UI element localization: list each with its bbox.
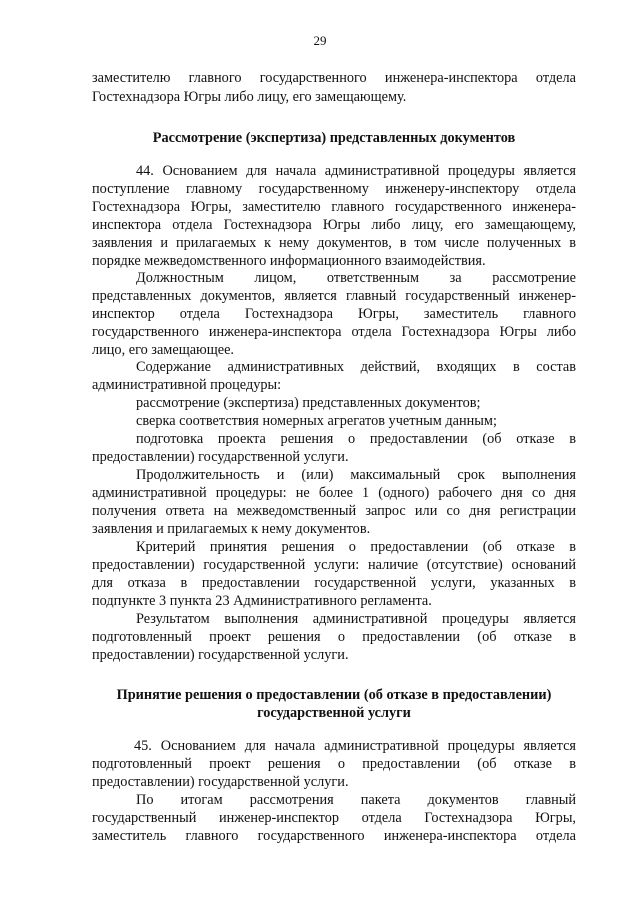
paragraph-line: По итогам рассмотрения пакета документов главный [136, 792, 576, 808]
paragraph-line: Продолжительность и (или) максимальный срок выполнения [136, 467, 576, 483]
paragraph-line: заявления и прилагаемых к нему документов. [92, 521, 371, 537]
paragraph-line: поступление главному государственному инженеру-инспектору отдела [92, 181, 576, 197]
paragraph-line: для отказа в предоставлении государственной услуги, указанных в [92, 575, 576, 591]
paragraph-line: Содержание административных действий, входящих в состав [136, 359, 576, 375]
paragraph-line: получения ответа на межведомственный запрос или со дня регистрации [92, 503, 576, 519]
paragraph-line: государственного инженера-инспектора отдела Гостехнадзора Югры либо [92, 324, 576, 340]
paragraph-line: предоставлении) государственной услуги. [92, 647, 349, 663]
list-item: сверка соответствия номерных агрегатов учетным данным; [136, 413, 497, 429]
paragraph-line: предоставлении) государственной услуги. [92, 449, 349, 465]
paragraph-line: государственный инженер-инспектор отдела Гостехнадзора Югры, [92, 810, 576, 826]
list-item: рассмотрение (экспертиза) представленных документов; [136, 395, 481, 411]
paragraph-line: заместитель главного государственного инженера-инспектора отдела [92, 828, 576, 844]
paragraph-line: лицо, его замещающее. [92, 342, 235, 358]
paragraph-line: административной процедуры: [92, 377, 282, 393]
paragraph-line: представленных документов, является главный государственный инженер- [92, 288, 576, 304]
page-number: 29 [313, 33, 327, 48]
paragraph-line: подготовленный проект решения о предоставлении (об отказе в [92, 756, 576, 772]
paragraph-line: административной процедуры: не более 1 (одного) рабочего дня со дня [92, 485, 576, 501]
paragraph-line: Должностным лицом, ответственным за рассмотрение [136, 270, 576, 286]
section-heading: государственной услуги [257, 705, 411, 721]
paragraph-line: предоставлении) государственной услуги. [92, 774, 349, 790]
text-line: Гостехнадзора Югры либо лицу, его замещающему. [92, 89, 407, 105]
section-heading: Рассмотрение (экспертиза) представленных документов [152, 130, 516, 146]
paragraph-line: Результатом выполнения административной процедуры является [136, 611, 576, 627]
paragraph-line: инспектора отдела Гостехнадзора Югры либо лицу, его замещающему, [92, 217, 576, 233]
paragraph-line: порядке межведомственного информационного взаимодействия. [92, 253, 486, 269]
paragraph-line: 45. Основанием для начала административной процедуры является [134, 738, 576, 754]
paragraph-line: подготовка проекта решения о предоставлении (об отказе в [136, 431, 576, 447]
section-heading: Принятие решения о предоставлении (об отказе в предоставлении) [116, 687, 552, 703]
paragraph-line: подпункте 3 пункта 23 Административного регламента. [92, 593, 432, 609]
paragraph-line: предоставлении) государственной услуги: наличие (отсутствие) оснований [92, 557, 576, 573]
paragraph-line: Гостехнадзора Югры, заместителю главного государственного инженера- [92, 199, 576, 215]
paragraph-line: инспектор отдела Гостехнадзора Югры, заместитель главного [92, 306, 576, 322]
paragraph-line: 44. Основанием для начала административной процедуры является [136, 163, 576, 179]
paragraph-line: подготовленный проект решения о предоставлении (об отказе в [92, 629, 576, 645]
text-line: заместителю главного государственного инженера-инспектора отдела [92, 70, 576, 86]
paragraph-line: Критерий принятия решения о предоставлении (об отказе в [136, 539, 576, 555]
paragraph-line: заявления и прилагаемых к нему документов, в том числе полученных в [92, 235, 576, 251]
